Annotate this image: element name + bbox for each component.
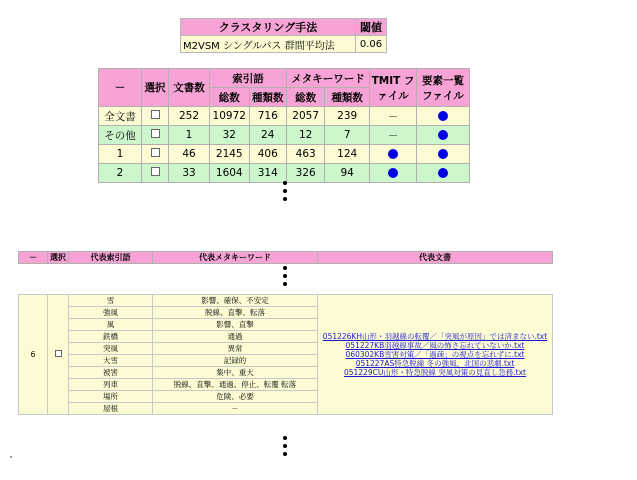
index-kinds-cell [249, 107, 286, 126]
index-total-cell [210, 145, 250, 164]
meta-total-cell [286, 126, 324, 145]
row-label: 2 [116, 167, 124, 179]
row-label-cell [99, 145, 142, 164]
select-checkbox[interactable] [55, 350, 62, 357]
rep-index-term: 被害 [69, 367, 153, 379]
rep-documents-header: 代表文書 [318, 252, 553, 264]
vertical-ellipsis-icon [281, 181, 289, 205]
index-kinds-header: 種類数 [249, 88, 286, 107]
doc-count: 1 [185, 129, 193, 141]
rep-index-term: 風 [69, 319, 153, 331]
select-checkbox-cell [142, 164, 169, 183]
doc-count-header: 文書数 [169, 69, 210, 107]
index-kinds-cell [249, 145, 286, 164]
row-label-cell [99, 126, 142, 145]
row-label-cell [99, 107, 142, 126]
stray-dot [10, 456, 12, 458]
detail-header-table [18, 251, 553, 264]
tmit-file: － [387, 129, 399, 142]
threshold-header: 閾値 [356, 19, 387, 36]
cluster-number: 6 [19, 295, 48, 415]
meta-kinds: 124 [337, 148, 358, 160]
select-header: 選択 [142, 69, 169, 107]
rep-index-terms-header: 代表索引語 [69, 252, 153, 264]
index-kinds: 314 [257, 167, 278, 179]
meta-kinds-cell [325, 164, 370, 183]
element-list-file-cell [417, 145, 470, 164]
rep-index-term: 列車 [69, 379, 153, 391]
rep-meta-keywords: 危険、必要 [153, 391, 318, 403]
index-total-cell [210, 164, 250, 183]
row-label-cell [99, 164, 142, 183]
rep-meta-keywords: 集中、重大 [153, 367, 318, 379]
rep-meta-keywords: 影響、確保、不安定 [153, 295, 318, 307]
rep-meta-keywords: 脱線、直撃、通過、停止、転覆 転落 [153, 379, 318, 391]
rep-document-link[interactable]: 051226KH山形・羽越線の転覆／「突風が原因」では済まない.txt [322, 332, 548, 341]
rep-index-term: 強風 [69, 307, 153, 319]
tmit-file-header: TMIT ファイル [370, 69, 417, 107]
element-list-file-cell [417, 164, 470, 183]
select-checkbox[interactable] [151, 148, 160, 157]
rep-documents-cell [318, 295, 553, 415]
index-total-cell [210, 126, 250, 145]
element-list-file-header: 要素一覧 ファイル [417, 69, 470, 107]
meta-keywords-header: メタキーワード [286, 69, 369, 88]
doc-count: 33 [182, 167, 196, 179]
meta-total-header: 総数 [286, 88, 324, 107]
row-label: 全文書 [104, 110, 136, 123]
element-list-file-cell [417, 126, 470, 145]
rep-meta-keywords: 記録的 [153, 355, 318, 367]
select-checkbox-cell [142, 145, 169, 164]
meta-total: 12 [298, 129, 313, 141]
detail-dash-header: － [19, 252, 48, 264]
meta-total-cell [286, 145, 324, 164]
doc-count-cell [169, 164, 210, 183]
doc-count: 252 [178, 110, 200, 122]
vertical-ellipsis-icon [281, 266, 289, 290]
row-label: その他 [104, 129, 136, 142]
doc-count-cell [169, 145, 210, 164]
rep-index-term: 鉄橋 [69, 331, 153, 343]
index-terms-header: 索引語 [210, 69, 287, 88]
meta-kinds: 239 [337, 110, 358, 122]
index-total: 1604 [215, 167, 243, 179]
select-checkbox-cell [142, 107, 169, 126]
stats-row [99, 107, 470, 126]
index-kinds-cell [249, 164, 286, 183]
meta-kinds: 7 [343, 129, 351, 141]
rep-index-term: 大雪 [69, 355, 153, 367]
cluster-stats-table [98, 68, 470, 183]
meta-total: 326 [295, 167, 316, 179]
threshold-value: 0.06 [356, 36, 387, 53]
detail-select-header: 選択 [48, 252, 69, 264]
dash-header: － [99, 69, 142, 107]
rep-index-term: 場所 [69, 391, 153, 403]
rep-index-term: 突風 [69, 343, 153, 355]
rep-meta-keywords: 通過 [153, 331, 318, 343]
index-total: 10972 [212, 110, 246, 122]
index-total-header: 総数 [210, 88, 250, 107]
select-checkbox-cell [142, 126, 169, 145]
index-kinds: 716 [257, 110, 278, 122]
rep-document-link[interactable]: 051227AS特急脱線 冬の強風、北国の悲劇.txt [355, 359, 515, 368]
tmit-file-link-icon[interactable] [388, 149, 398, 159]
meta-total-cell [286, 164, 324, 183]
meta-kinds-cell [325, 145, 370, 164]
method-header: クラスタリング手法 [181, 19, 356, 36]
rep-meta-keywords: 異常 [153, 343, 318, 355]
element-list-file-link-icon[interactable] [438, 149, 448, 159]
vertical-ellipsis-icon [281, 436, 289, 460]
element-list-file-cell [417, 107, 470, 126]
meta-total: 2057 [292, 110, 320, 122]
rep-document-link[interactable]: 051227KB羽越線事故／風の怖さ忘れていないか.txt [345, 341, 525, 350]
index-kinds: 406 [257, 148, 278, 160]
meta-total-cell [286, 107, 324, 126]
select-cell [48, 295, 69, 415]
detail-row [19, 295, 553, 307]
tmit-file-cell [370, 145, 417, 164]
element-list-file-link-icon[interactable] [438, 111, 448, 121]
select-checkbox[interactable] [151, 110, 160, 119]
index-kinds-cell [249, 126, 286, 145]
select-checkbox[interactable] [151, 167, 160, 176]
element-list-file-link-icon[interactable] [438, 130, 448, 140]
meta-kinds-cell [325, 107, 370, 126]
index-kinds: 24 [261, 129, 275, 141]
rep-meta-keywords: － [153, 403, 318, 415]
rep-index-term: 屋根 [69, 403, 153, 415]
meta-kinds-cell [325, 126, 370, 145]
tmit-file-link-icon[interactable] [388, 168, 398, 178]
index-total-cell [210, 107, 250, 126]
tmit-file-cell [370, 126, 417, 145]
tmit-file-cell [370, 107, 417, 126]
tmit-file-cell [370, 164, 417, 183]
stats-row [99, 164, 470, 183]
doc-count: 46 [182, 148, 196, 160]
element-list-file-link-icon[interactable] [438, 168, 448, 178]
doc-count-cell [169, 126, 210, 145]
rep-document-link[interactable]: 051229CU山形・特急脱線 突風対策の見直し急務.txt [344, 368, 526, 377]
row-label: 1 [116, 148, 124, 160]
meta-kinds: 94 [340, 167, 354, 179]
meta-kinds-header: 種類数 [325, 88, 370, 107]
rep-meta-keywords-header: 代表メタキーワード [153, 252, 318, 264]
index-total: 2145 [215, 148, 243, 160]
meta-total: 463 [295, 148, 316, 160]
index-total: 32 [222, 129, 236, 141]
method-value: M2VSM シングルパス 群間平均法 [181, 36, 356, 53]
rep-document-link[interactable]: 060302KB雪害対策／「過疎」の視点を忘れずに.txt [345, 350, 525, 359]
rep-index-term: 雪 [69, 295, 153, 307]
select-checkbox[interactable] [151, 129, 160, 138]
rep-meta-keywords: 脱線、直撃、転落 [153, 307, 318, 319]
tmit-file: － [387, 110, 399, 123]
stats-row [99, 126, 470, 145]
method-table [180, 18, 387, 53]
cluster-detail-table [18, 294, 553, 415]
doc-count-cell [169, 107, 210, 126]
rep-meta-keywords: 影響、直撃 [153, 319, 318, 331]
stats-row [99, 145, 470, 164]
